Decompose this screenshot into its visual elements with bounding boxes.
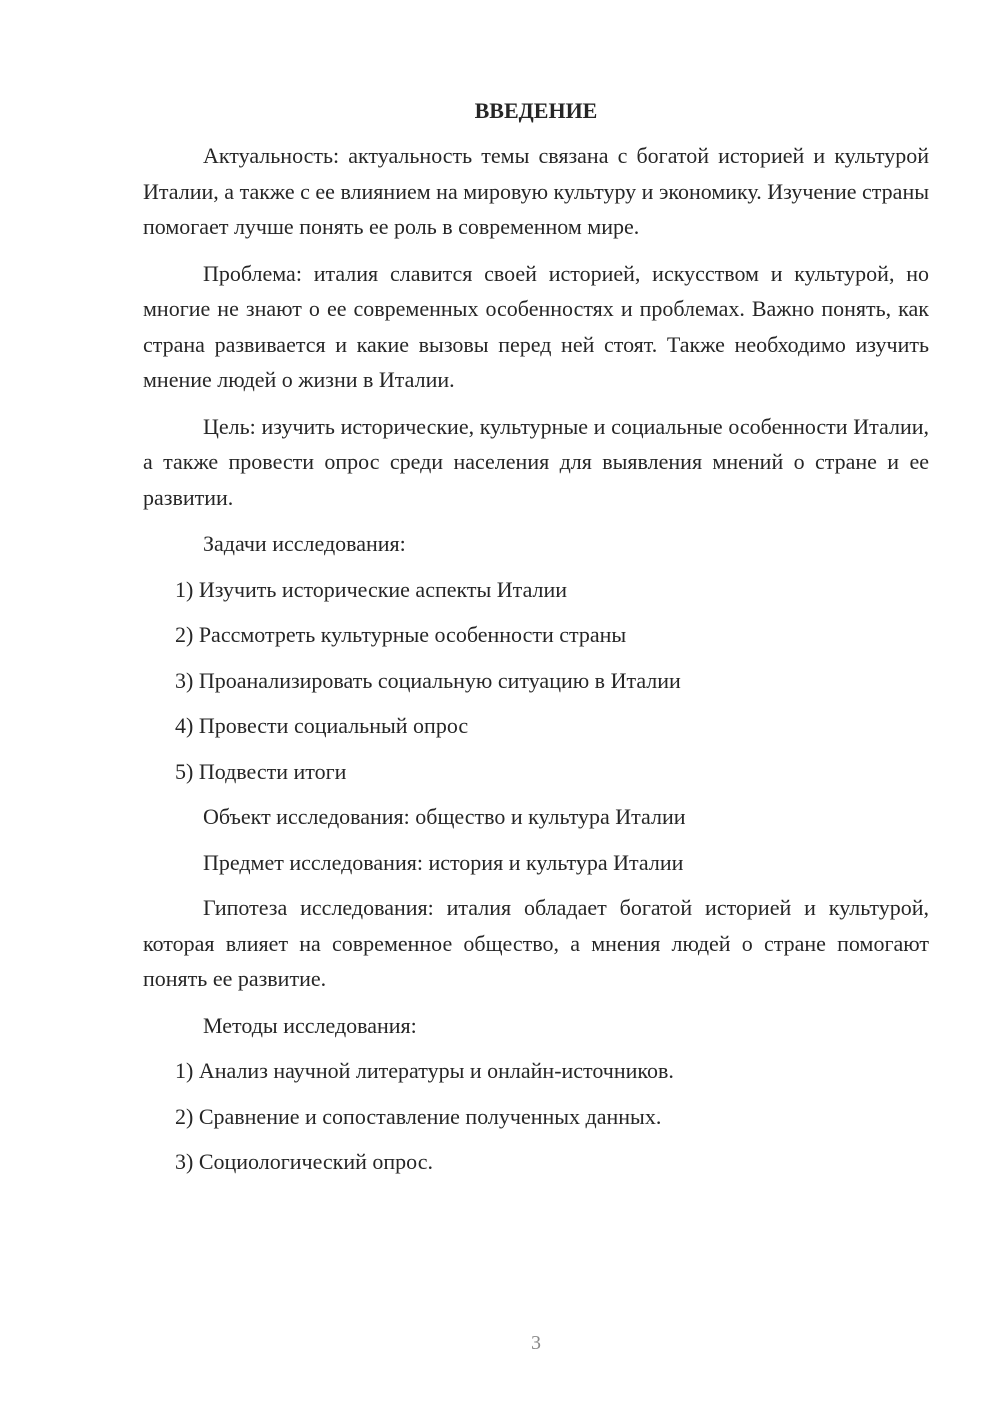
hypothesis-paragraph: Гипотеза исследования: италия обладает богатой историей и культурой, которая влияет на современное общество, а мнения людей о стране помогают понять ее развитие. — [143, 895, 929, 991]
method-item: 3) Социологический опрос. — [175, 1149, 433, 1174]
relevance-paragraph: Актуальность: актуальность темы связана с богатой историей и культурой Италии, а также с ее влиянием на мировую культуру и экономику. Изучение страны помогает лучше понять ее роль в современном мире. — [143, 143, 929, 239]
goal-paragraph: Цель: изучить исторические, культурные и социальные особенности Италии, а также провести опрос среди населения для выявления мнений о стране и ее развитии. — [143, 413, 929, 510]
task-item: 2) Рассмотреть культурные особенности страны — [175, 622, 627, 647]
methods-heading: Методы исследования: — [203, 1012, 417, 1038]
task-item: 3) Проанализировать социальную ситуацию в Италии — [175, 667, 681, 693]
section-title: ВВЕДЕНИЕ — [474, 98, 598, 123]
problem-paragraph: Проблема: италия славится своей историей, искусством и культурой, но многие не знают о ее современных особенностях и проблемах. Важно понять, как страна развивается и какие вызовы перед ней стоят. Также необходимо изучить мнение людей о жизни в Италии. — [143, 260, 929, 392]
page-number: 3 — [531, 1332, 541, 1354]
tasks-heading: Задачи исследования: — [203, 531, 406, 556]
document-body — [143, 93, 929, 1190]
research-subject: Предмет исследования: история и культура Италии — [203, 849, 684, 875]
task-item: 1) Изучить исторические аспекты Италии — [175, 576, 568, 602]
research-object: Объект исследования: общество и культура Италии — [203, 804, 686, 829]
task-item: 5) Подвести итоги — [175, 758, 347, 784]
method-item: 1) Анализ научной литературы и онлайн-источников. — [175, 1058, 674, 1083]
task-item: 4) Провести социальный опрос — [175, 713, 469, 738]
method-item: 2) Сравнение и сопоставление полученных данных. — [175, 1103, 662, 1129]
